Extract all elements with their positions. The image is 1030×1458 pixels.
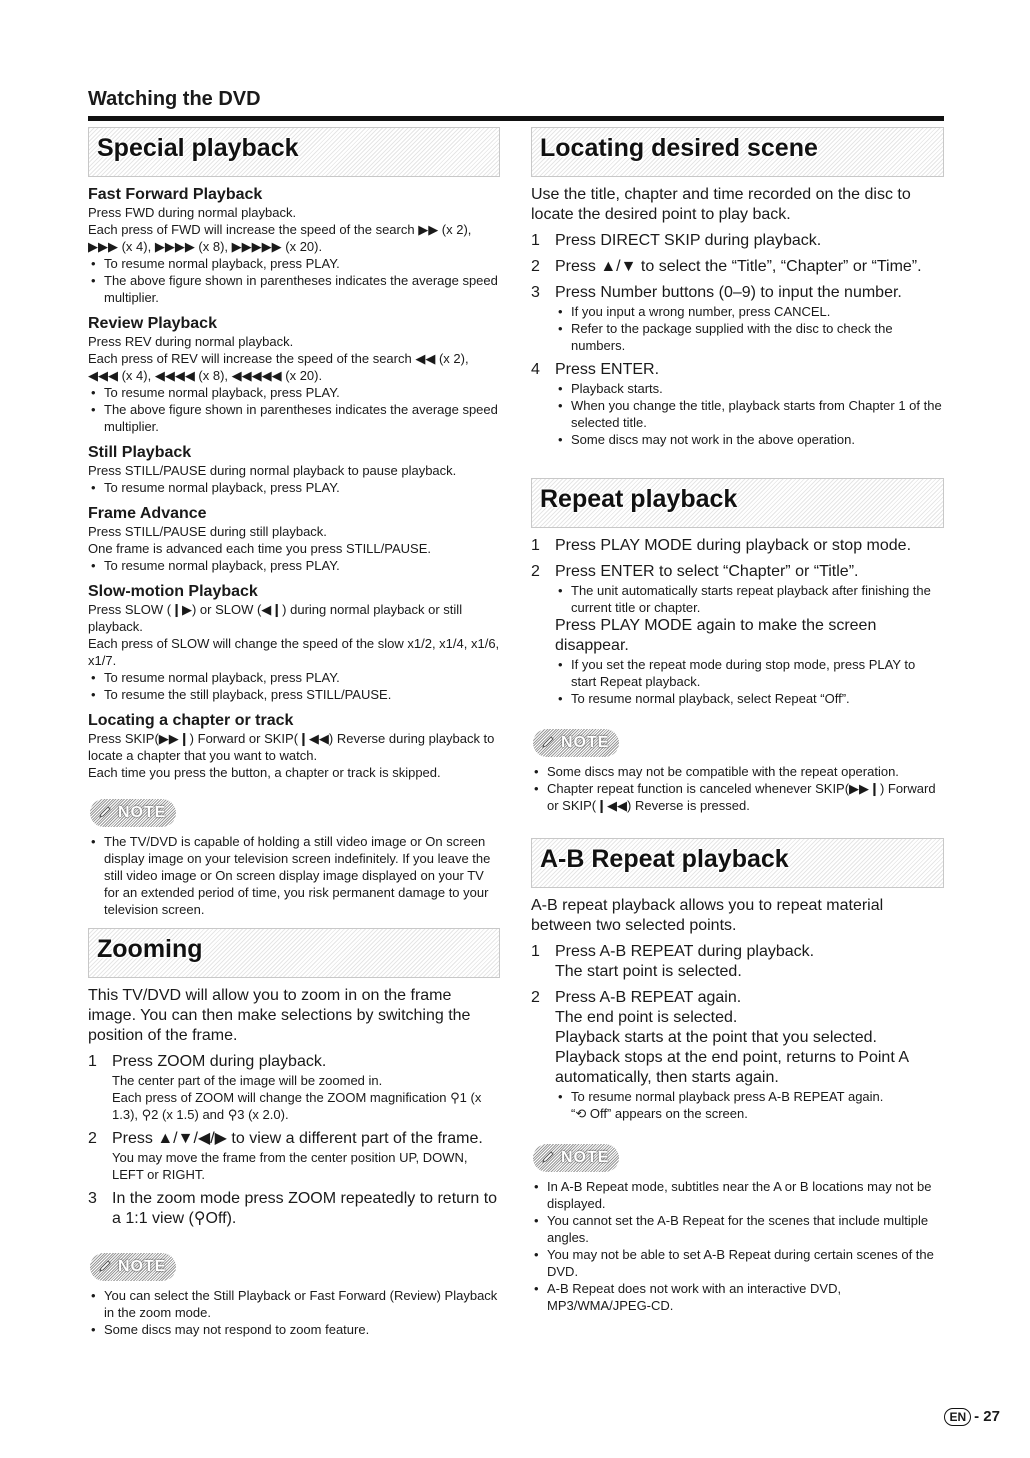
review-heading: Review Playback bbox=[88, 315, 217, 332]
ab-repeat-section bbox=[531, 838, 944, 1122]
bullet-item: • To resume normal playback press A-B REPEAT again. bbox=[555, 1088, 944, 1105]
step-detail: Each press of ZOOM will change the ZOOM magnification ⚲1 (x 1.3), ⚲2 (x 1.5) and ⚲3 (x 2.0). bbox=[112, 1090, 482, 1122]
step-bullets bbox=[555, 582, 944, 616]
still-heading: Still Playback bbox=[88, 444, 192, 461]
step-bullets bbox=[555, 380, 944, 448]
step-text: In the zoom mode press ZOOM repeatedly to return to a 1:1 view (⚲Off). bbox=[112, 1190, 498, 1227]
bullet-item: • You may not be able to set A-B Repeat during certain scenes of the DVD. bbox=[531, 1246, 944, 1280]
still-bullets bbox=[88, 479, 500, 496]
bullet-item: • To resume normal playback, press PLAY. bbox=[88, 384, 500, 401]
section-banner bbox=[88, 928, 500, 978]
note-bullets bbox=[531, 1178, 944, 1314]
step-text: Press A-B REPEAT again. bbox=[555, 989, 742, 1006]
bullet-item: • If you input a wrong number, press CANCEL. bbox=[555, 303, 944, 320]
repeat-playback-section bbox=[531, 478, 944, 707]
header-rule bbox=[88, 116, 944, 121]
frame-line2: One frame is advanced each time you press STILL/PAUSE. bbox=[88, 541, 431, 556]
step-text: Press PLAY MODE during playback or stop mode. bbox=[555, 537, 912, 554]
step-number: 1 bbox=[531, 537, 540, 554]
section-banner bbox=[531, 127, 944, 177]
bullet-item: • If you set the repeat mode during stop mode, press PLAY to start Repeat playback. bbox=[555, 656, 944, 690]
step-number: 1 bbox=[88, 1053, 97, 1070]
note-badge bbox=[533, 1144, 619, 1172]
step-bullets bbox=[555, 1088, 944, 1105]
bullet-item: • Chapter repeat function is canceled whenever SKIP(▶▶❙) Forward or SKIP(❙◀◀) Reverse is pressed. bbox=[531, 780, 944, 814]
step-detail: The center part of the image will be zoomed in. bbox=[112, 1073, 383, 1088]
pencil-icon bbox=[98, 805, 112, 819]
step-number: 2 bbox=[531, 258, 540, 275]
note-badge bbox=[90, 1253, 176, 1281]
locating-line2: Each time you press the button, a chapter or track is skipped. bbox=[88, 765, 441, 780]
note-bullets bbox=[531, 763, 944, 814]
zooming-section bbox=[88, 928, 500, 1229]
step-text: The end point is selected. bbox=[555, 1009, 738, 1026]
left-column bbox=[88, 127, 500, 1338]
bullet-item: • Some discs may not respond to zoom feature. bbox=[88, 1321, 500, 1338]
bullet-item: • To resume normal playback, press PLAY. bbox=[88, 557, 500, 574]
step-text: Press PLAY MODE again to make the screen disappear. bbox=[555, 617, 877, 654]
bullet-item: • The unit automatically starts repeat playback after finishing the current title or chapter. bbox=[555, 582, 944, 616]
frame-advance-heading: Frame Advance bbox=[88, 505, 207, 522]
bullet-item: • In A-B Repeat mode, subtitles near the A or B locations may not be displayed. bbox=[531, 1178, 944, 1212]
step-text: Press ▲/▼/◀/▶ to view a different part of the frame. bbox=[112, 1130, 483, 1147]
section-title: Special playback bbox=[97, 134, 299, 162]
note-label: NOTE bbox=[561, 1149, 610, 1166]
page-header-title: Watching the DVD bbox=[88, 88, 261, 110]
section-banner bbox=[531, 838, 944, 888]
ab-step-1 bbox=[531, 942, 944, 982]
step-text: Playback starts at the point that you selected. Playback stops at the end point, returns to Point A automatically, then starts again. bbox=[555, 1029, 909, 1086]
note-bullets bbox=[88, 1287, 500, 1338]
step-number: 2 bbox=[88, 1130, 97, 1147]
section-title: A-B Repeat playback bbox=[540, 845, 789, 873]
note-block bbox=[531, 729, 944, 814]
locating-intro: Use the title, chapter and time recorded on the disc to locate the desired point to play back. bbox=[531, 186, 911, 223]
frame-bullets bbox=[88, 557, 500, 574]
locate-step-4 bbox=[531, 360, 944, 448]
bullet-item: • You cannot set the A-B Repeat for the scenes that include multiple angles. bbox=[531, 1212, 944, 1246]
bullet-item: • When you change the title, playback starts from Chapter 1 of the selected title. bbox=[555, 397, 944, 431]
note-label: NOTE bbox=[118, 804, 167, 821]
step-number: 1 bbox=[531, 232, 540, 249]
locating-scene-section bbox=[531, 127, 944, 448]
zoom-step-2 bbox=[88, 1129, 500, 1183]
section-title: Zooming bbox=[97, 935, 203, 963]
step-number: 1 bbox=[531, 943, 540, 960]
bullet-item: • You can select the Still Playback or Fast Forward (Review) Playback in the zoom mode. bbox=[88, 1287, 500, 1321]
step-text: Press ENTER to select “Chapter” or “Title”. bbox=[555, 563, 859, 580]
language-badge: EN bbox=[944, 1408, 971, 1426]
bullet-item: • Playback starts. bbox=[555, 380, 944, 397]
repeat-step-1 bbox=[531, 536, 944, 556]
special-playback-section bbox=[88, 127, 500, 781]
still-line1: Press STILL/PAUSE during normal playback to pause playback. bbox=[88, 463, 457, 478]
review-bullets bbox=[88, 384, 500, 435]
locate-step-2 bbox=[531, 257, 944, 277]
slow-line1: Press SLOW (❙▶) or SLOW (◀❙) during normal playback or still playback. bbox=[88, 602, 463, 634]
locating-line1: Press SKIP(▶▶❙) Forward or SKIP(❙◀◀) Reverse during playback to locate a chapter that you want to watch. bbox=[88, 731, 495, 763]
page-number bbox=[944, 1408, 1000, 1426]
note-block bbox=[531, 1144, 944, 1314]
section-title: Locating desired scene bbox=[540, 134, 818, 162]
bullet-item: • Some discs may not be compatible with the repeat operation. bbox=[531, 763, 944, 780]
step-bullets bbox=[555, 656, 944, 707]
step-number: 3 bbox=[531, 284, 540, 301]
step-number: 3 bbox=[88, 1190, 97, 1207]
fast-forward-line1: Press FWD during normal playback. bbox=[88, 205, 297, 220]
step-number: 2 bbox=[531, 989, 540, 1006]
bullet-item: • The above figure shown in parentheses indicates the average speed multiplier. bbox=[88, 401, 500, 435]
slow-line2: Each press of SLOW will change the speed of the slow x1/2, x1/4, x1/6, x1/7. bbox=[88, 636, 500, 668]
step-text: Press DIRECT SKIP during playback. bbox=[555, 232, 822, 249]
note-badge bbox=[90, 799, 176, 827]
bullet-item: • To resume normal playback, press PLAY. bbox=[88, 255, 500, 272]
review-line1: Press REV during normal playback. bbox=[88, 334, 294, 349]
step-number: 2 bbox=[531, 563, 540, 580]
note-block bbox=[88, 799, 500, 918]
bullet-item: • Refer to the package supplied with the disc to check the numbers. bbox=[555, 320, 944, 354]
fast-forward-line2: Each press of FWD will increase the speed of the search ▶▶ (x 2), ▶▶▶ (x 4), ▶▶▶▶ (x 8), ▶▶▶▶▶ (x 20). bbox=[88, 222, 472, 254]
locate-step-1 bbox=[531, 231, 944, 251]
step-number: 4 bbox=[531, 361, 540, 378]
step-detail: “⟲ Off” appears on the screen. bbox=[571, 1106, 748, 1121]
note-label: NOTE bbox=[561, 734, 610, 751]
bullet-item: • The TV/DVD is capable of holding a still video image or On screen display image on your television screen indefinitely. If you leave the still video image or On screen display image displayed on your TV for an extended period of time, you risk permanent damage to your television screen. bbox=[88, 833, 500, 918]
pencil-icon bbox=[541, 735, 555, 749]
ab-step-2 bbox=[531, 988, 944, 1122]
note-bullets bbox=[88, 833, 500, 918]
bullet-item: • To resume the still playback, press STILL/PAUSE. bbox=[88, 686, 500, 703]
step-bullets bbox=[555, 303, 944, 354]
bullet-item: • Some discs may not work in the above operation. bbox=[555, 431, 944, 448]
step-text: Press Number buttons (0–9) to input the number. bbox=[555, 284, 902, 301]
right-column bbox=[531, 127, 944, 1314]
step-text: The start point is selected. bbox=[555, 963, 742, 980]
locate-step-3 bbox=[531, 283, 944, 354]
slow-motion-heading: Slow-motion Playback bbox=[88, 583, 258, 600]
slow-bullets bbox=[88, 669, 500, 703]
pencil-icon bbox=[541, 1150, 555, 1164]
zooming-intro: This TV/DVD will allow you to zoom in on the frame image. You can then make selections by switching the position of the frame. bbox=[88, 987, 471, 1044]
note-label: NOTE bbox=[118, 1258, 167, 1275]
bullet-item: • To resume normal playback, press PLAY. bbox=[88, 669, 500, 686]
section-title: Repeat playback bbox=[540, 485, 738, 513]
zoom-step-3 bbox=[88, 1189, 500, 1229]
step-detail: You may move the frame from the center position UP, DOWN, LEFT or RIGHT. bbox=[112, 1150, 468, 1182]
bullet-item: • A-B Repeat does not work with an interactive DVD, MP3/WMA/JPEG-CD. bbox=[531, 1280, 944, 1314]
fast-forward-bullets bbox=[88, 255, 500, 306]
section-banner bbox=[531, 478, 944, 528]
page-number-text: - 27 bbox=[974, 1408, 1000, 1425]
step-text: Press ▲/▼ to select the “Title”, “Chapter” or “Time”. bbox=[555, 258, 922, 275]
review-line2: Each press of REV will increase the speed of the search ◀◀ (x 2), ◀◀◀ (x 4), ◀◀◀◀ (x 8), ◀◀◀◀◀ (x 20). bbox=[88, 351, 469, 383]
zoom-step-1 bbox=[88, 1052, 500, 1123]
pencil-icon bbox=[98, 1259, 112, 1273]
ab-intro: A-B repeat playback allows you to repeat material between two selected points. bbox=[531, 897, 884, 934]
step-text: Press ENTER. bbox=[555, 361, 660, 378]
section-banner bbox=[88, 127, 500, 177]
bullet-item: • To resume normal playback, press PLAY. bbox=[88, 479, 500, 496]
step-text: Press ZOOM during playback. bbox=[112, 1053, 327, 1070]
bullet-item: • To resume normal playback, select Repeat “Off”. bbox=[555, 690, 944, 707]
bullet-item: • The above figure shown in parentheses indicates the average speed multiplier. bbox=[88, 272, 500, 306]
locating-chapter-heading: Locating a chapter or track bbox=[88, 712, 294, 729]
fast-forward-heading: Fast Forward Playback bbox=[88, 186, 263, 203]
note-block bbox=[88, 1253, 500, 1338]
note-badge bbox=[533, 729, 619, 757]
frame-line1: Press STILL/PAUSE during still playback. bbox=[88, 524, 327, 539]
repeat-step-2 bbox=[531, 562, 944, 707]
step-text: Press A-B REPEAT during playback. bbox=[555, 943, 815, 960]
